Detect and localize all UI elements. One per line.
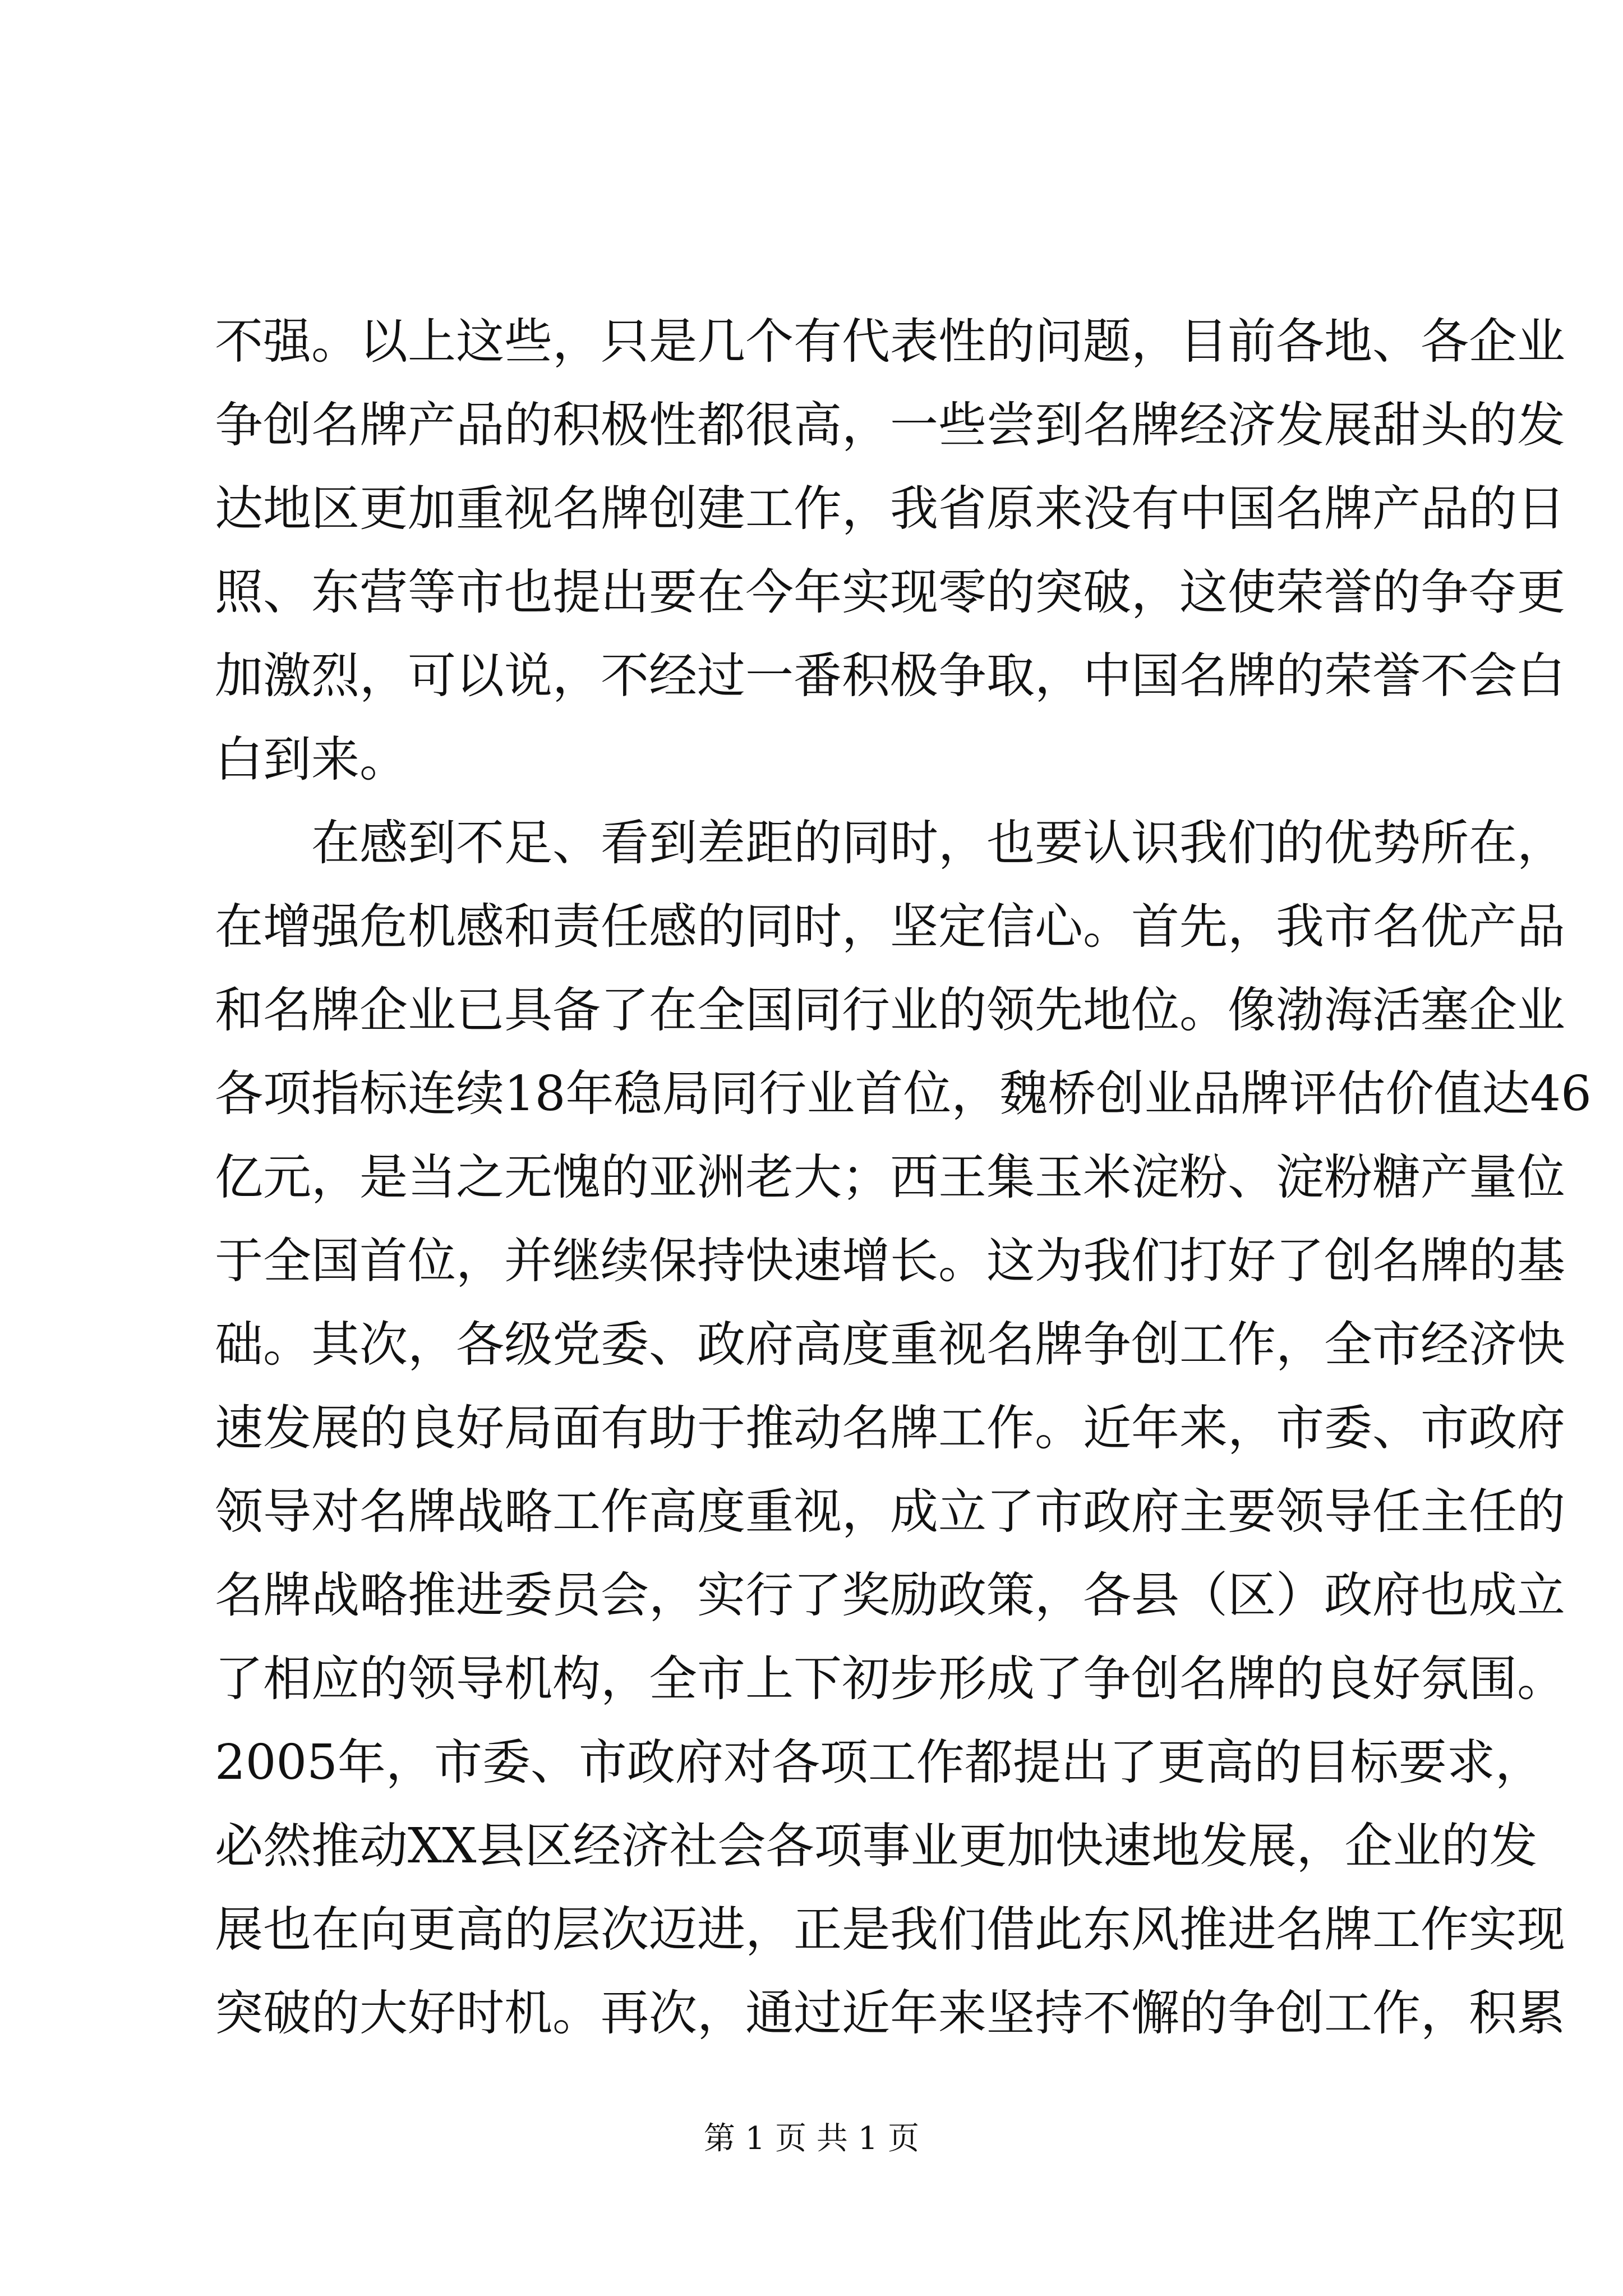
text-line: 展也在向更高的层次迈进，正是我们借此东风推进名牌工作实现 (215, 1902, 1565, 1958)
body-text (215, 300, 1592, 2055)
text-line: 争创名牌产品的积极性都很高，一些尝到名牌经济发展甜头的发 (215, 397, 1565, 453)
text-line: 了相应的领导机构，全市上下初步形成了争创名牌的良好氛围。 (215, 1651, 1565, 1707)
text-line: 速发展的良好局面有助于推动名牌工作。近年来，市委、市政府 (215, 1400, 1565, 1456)
text-line: 各项指标连续18年稳局同行业首位，魏桥创业品牌评估价值达46 (215, 1066, 1592, 1122)
text-line: 名牌战略推进委员会，实行了奖励政策，各县（区）政府也成立 (215, 1567, 1565, 1623)
paragraph-first-line: 在感到不足、看到差距的同时，也要认识我们的优势所在， (311, 815, 1565, 871)
page-footer: 第 1 页 共 1 页 (703, 2120, 920, 2157)
text-line: 和名牌企业已具备了在全国同行业的领先地位。像渤海活塞企业 (215, 982, 1565, 1038)
text-line: 白到来。 (215, 731, 408, 788)
text-line: 不强。以上这些，只是几个有代表性的问题，目前各地、各企业 (215, 314, 1565, 370)
text-line: 照、东营等市也提出要在今年实现零的突破，这使荣誉的争夺更 (215, 564, 1565, 620)
text-line: 必然推动XX县区经济社会各项事业更加快速地发展，企业的发 (215, 1818, 1538, 1874)
text-line: 亿元，是当之无愧的亚洲老大；西王集玉米淀粉、淀粉糖产量位 (215, 1149, 1565, 1205)
text-line: 于全国首位，并继续保持快速增长。这为我们打好了创名牌的基 (215, 1233, 1565, 1289)
text-line: 2005年，市委、市政府对各项工作都提出了更高的目标要求， (215, 1734, 1543, 1791)
text-line: 突破的大好时机。再次，通过近年来坚持不懈的争创工作，积累 (215, 1985, 1565, 2041)
text-line: 达地区更加重视名牌创建工作，我省原来没有中国名牌产品的日 (215, 481, 1565, 537)
text-line: 加激烈，可以说，不经过一番积极争取，中国名牌的荣誉不会白 (215, 648, 1565, 704)
text-line: 在增强危机感和责任感的同时，坚定信心。首先，我市名优产品 (215, 899, 1565, 955)
text-line: 领导对名牌战略工作高度重视，成立了市政府主要领导任主任的 (215, 1484, 1565, 1540)
text-line: 础。其次，各级党委、政府高度重视名牌争创工作，全市经济快 (215, 1317, 1565, 1373)
